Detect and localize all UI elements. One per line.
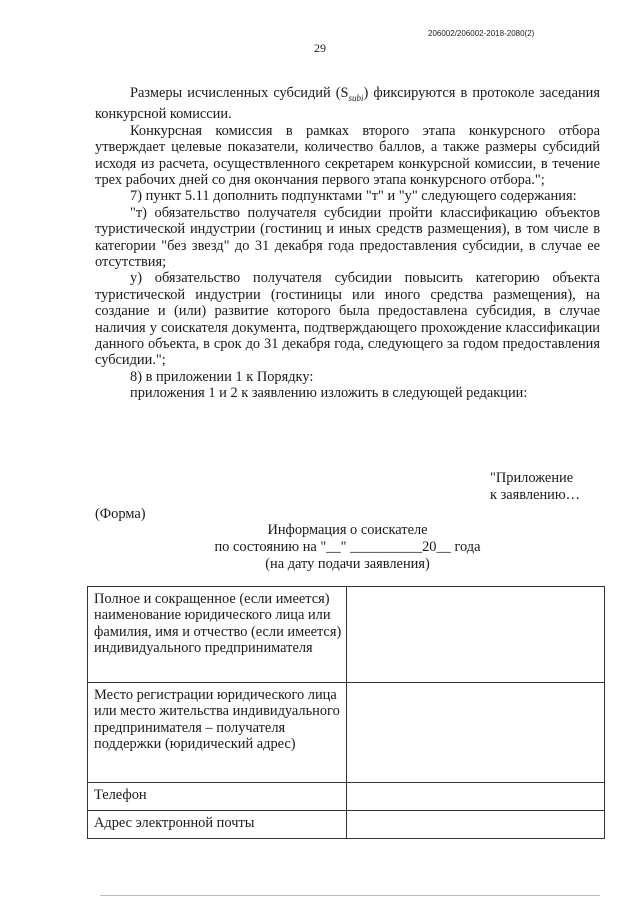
table-row [88,783,605,811]
table-cell-label: Полное и сокращенное (если имеется) наименование юридического лица или фамилия, имя и отчество (если имеется) индивидуального предпринимателя [88,587,347,683]
appendix-line: "Приложение [490,470,574,486]
table-cell-label: Телефон [88,783,347,811]
form-label: (Форма) [95,506,146,522]
applicant-info-table [87,586,605,839]
paragraph-subitem-t: "т) обязательство получателя субсидии пройти классификацию объектов туристической индустрии (гостиниц и иных средств размещения), в том числе в категории "без звезд" до 31 декабря года предоставления субсидии, в случае ее отсутствия; [95,204,600,270]
form-title [95,522,600,573]
page-number: 29 [314,41,326,55]
table-row [88,811,605,839]
paragraph-appendices: приложения 1 и 2 к заявлению изложить в следующей редакции: [130,385,528,402]
document-id: 206002/206002-2018-2080(2) [428,29,535,38]
form-title-line: (на дату подачи заявления) [265,556,430,572]
paragraph-subsidy-size [95,85,600,123]
paragraph-item-7: 7) пункт 5.11 дополнить подпунктами "т" и "у" следующего содержания: [130,188,577,205]
table-row [88,683,605,783]
subscript-subi: subi [348,92,364,103]
table-cell-value[interactable] [347,683,605,783]
form-title-line: Информация о соискателе [267,522,428,538]
paragraph-subitem-u: у) обязательство получателя субсидии повысить категорию объекта туристической индустрии (гостиницы или иного средства размещения), на создание и (или) развитие которого была предоставлена субсидия, в случае наличия у соискателя документа, подтверждающего прохождение классификации данного объекта, в срок до 31 декабря года, следующего за годом предоставления субсидии."; [95,270,600,369]
appendix-heading [490,470,600,504]
table-cell-label: Место регистрации юридического лица или место жительства индивидуального предпринимателя – получателя поддержки (юридический адрес) [88,683,347,783]
form-title-line: по состоянию на "__" __________20__ года [214,539,481,555]
paragraph-text: ) фиксируются в протоколе заседания конкурсной комиссии. [95,85,600,123]
paragraph-item-8: 8) в приложении 1 к Порядку: [130,368,314,385]
table-row [88,587,605,683]
paragraph-text: Размеры исчисленных субсидий (S [130,85,349,101]
table-cell-label: Адрес электронной почты [88,811,347,839]
appendix-line: к заявлению… [490,487,580,503]
table-cell-value[interactable] [347,783,605,811]
page-bottom-divider [100,895,600,896]
table-cell-value[interactable] [347,811,605,839]
table-cell-value[interactable] [347,587,605,683]
paragraph-commission: Конкурсная комиссия в рамках второго этапа конкурсного отбора утверждает целевые показатели, количество баллов, а также размеры субсидий исходя из расчета, осуществленного секретарем конкурсной комиссии, в течение трех рабочих дней со дня окончания первого этапа конкурсного отбора."; [95,122,600,188]
document-body [95,85,600,402]
